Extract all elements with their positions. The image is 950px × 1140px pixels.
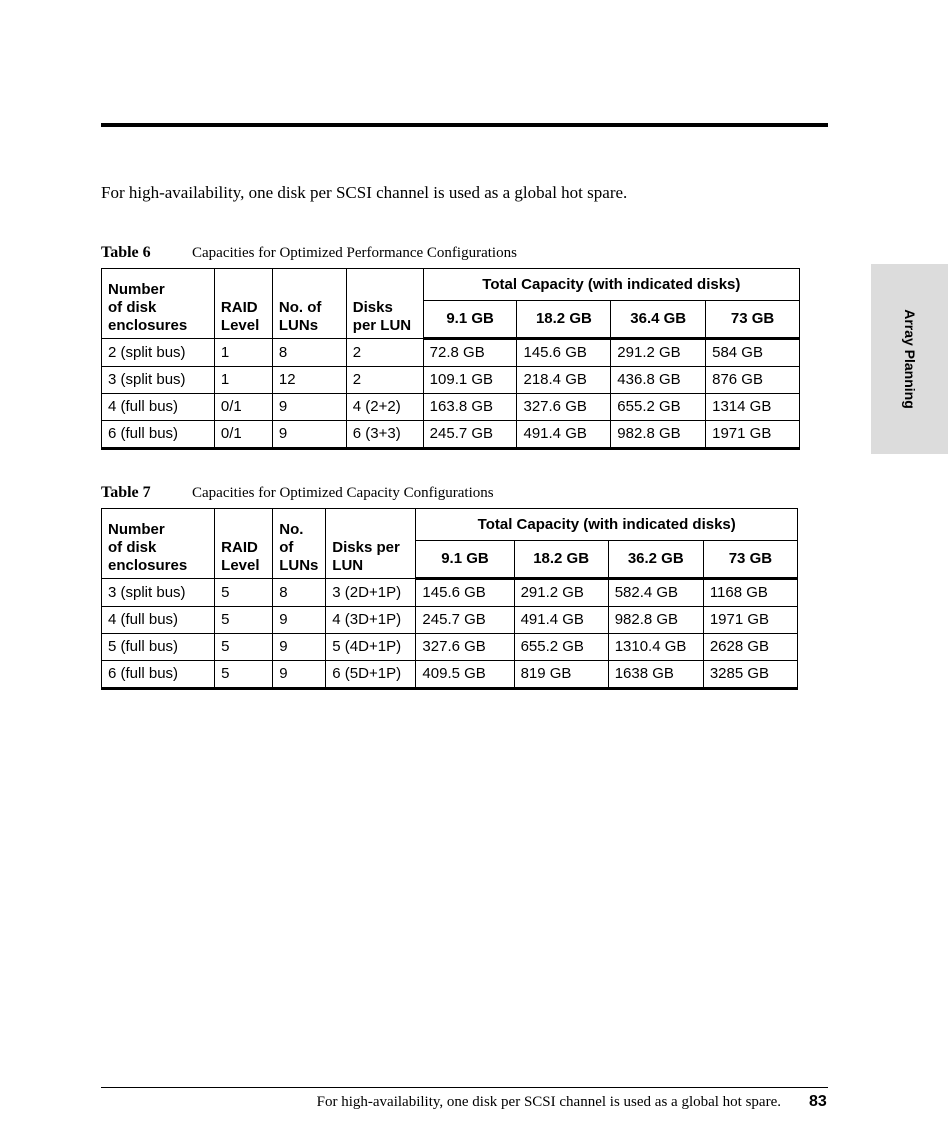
col-disks-per-lun: [346, 269, 423, 339]
footer-text: For high-availability, one disk per SCSI channel is used as a global hot spare.: [316, 1094, 781, 1110]
page-number: 83: [809, 1093, 827, 1110]
table-cell: 8: [273, 579, 326, 607]
table-cell: 9: [273, 661, 326, 689]
header-line: Number: [108, 521, 165, 538]
table-cell: 5: [215, 634, 273, 661]
table6-label: Table 6: [101, 244, 151, 261]
table-cell: 245.7 GB: [423, 421, 517, 449]
header-line: Number: [108, 281, 165, 298]
table-cell: 3 (2D+1P): [326, 579, 416, 607]
col-cap-2: 18.2 GB: [517, 301, 611, 339]
header-line: RAID: [220, 299, 258, 316]
col-disks-per-lun: [326, 509, 416, 579]
table7-body: [102, 579, 798, 689]
table-cell: 5: [215, 607, 273, 634]
table-cell: 9: [273, 634, 326, 661]
table-cell: 1638 GB: [608, 661, 703, 689]
header-line: Disks: [352, 299, 393, 316]
table-cell: 2 (split bus): [102, 339, 215, 367]
col-group-total-capacity: Total Capacity (with indicated disks): [416, 509, 798, 541]
table-row: [102, 661, 798, 689]
table-cell: 6 (3+3): [346, 421, 423, 449]
table-cell: 4 (full bus): [102, 394, 215, 421]
table-cell: 5: [215, 661, 273, 689]
table-cell: 655.2 GB: [514, 634, 608, 661]
table-cell: 3 (split bus): [102, 579, 215, 607]
header-line: RAID: [221, 539, 258, 556]
table-cell: 9: [272, 421, 346, 449]
table-cell: 1314 GB: [706, 394, 800, 421]
table-cell: 2: [346, 339, 423, 367]
table-cell: 218.4 GB: [517, 367, 611, 394]
col-cap-1: 9.1 GB: [423, 301, 517, 339]
table-cell: 327.6 GB: [517, 394, 611, 421]
table-cell: 655.2 GB: [611, 394, 706, 421]
col-cap-1: 9.1 GB: [416, 541, 514, 579]
table-cell: 6 (full bus): [102, 421, 215, 449]
table-cell: 582.4 GB: [608, 579, 703, 607]
table-cell: 982.8 GB: [611, 421, 706, 449]
header-line: of disk: [108, 299, 157, 316]
table7-label: Table 7: [101, 484, 151, 501]
table-row: [102, 367, 800, 394]
table-cell: 2: [346, 367, 423, 394]
table6-title: Capacities for Optimized Performance Configurations: [192, 245, 517, 261]
table-cell: 9: [272, 394, 346, 421]
header-line: LUN: [332, 557, 364, 574]
col-cap-2: 18.2 GB: [514, 541, 608, 579]
table-cell: 6 (full bus): [102, 661, 215, 689]
table-cell: 491.4 GB: [514, 607, 608, 634]
col-cap-3: 36.2 GB: [608, 541, 703, 579]
table-row: [102, 394, 800, 421]
table-cell: 2628 GB: [703, 634, 797, 661]
table7-caption: [101, 484, 494, 502]
col-enclosures: [102, 269, 215, 339]
table-cell: 245.7 GB: [416, 607, 514, 634]
table-cell: 1971 GB: [703, 607, 797, 634]
table-cell: 1168 GB: [703, 579, 797, 607]
table6: [101, 268, 800, 450]
table-cell: 409.5 GB: [416, 661, 514, 689]
table-cell: 291.2 GB: [611, 339, 706, 367]
table-cell: 819 GB: [514, 661, 608, 689]
col-cap-3: 36.4 GB: [611, 301, 706, 339]
table-cell: 3 (split bus): [102, 367, 215, 394]
col-cap-4: 73 GB: [706, 301, 800, 339]
section-tab: [871, 264, 948, 454]
header-line: No.: [279, 521, 304, 538]
table-cell: 1971 GB: [706, 421, 800, 449]
table-cell: 8: [272, 339, 346, 367]
table-cell: 436.8 GB: [611, 367, 706, 394]
header-rule: [101, 123, 828, 127]
table-cell: 0/1: [214, 421, 272, 449]
table6-body: [102, 339, 800, 449]
table6-caption: [101, 244, 517, 262]
header-line: No. of: [278, 299, 322, 316]
table7-title: Capacities for Optimized Capacity Configurations: [192, 485, 494, 501]
col-luns: [272, 269, 346, 339]
table-cell: 327.6 GB: [416, 634, 514, 661]
table-cell: 163.8 GB: [423, 394, 517, 421]
header-line: of: [279, 539, 294, 556]
header-line: per LUN: [352, 317, 412, 334]
table-cell: 291.2 GB: [514, 579, 608, 607]
table-cell: 5 (4D+1P): [326, 634, 416, 661]
col-group-total-capacity: Total Capacity (with indicated disks): [423, 269, 799, 301]
header-line: Level: [221, 557, 260, 574]
table-row: [102, 339, 800, 367]
table-row: [102, 579, 798, 607]
table-cell: 145.6 GB: [416, 579, 514, 607]
table-row: [102, 421, 800, 449]
table-row: [102, 634, 798, 661]
header-line: of disk: [108, 539, 157, 556]
table-cell: 4 (full bus): [102, 607, 215, 634]
table-cell: 9: [273, 607, 326, 634]
header-line: enclosures: [108, 557, 188, 574]
table-cell: 982.8 GB: [608, 607, 703, 634]
header-line: LUNs: [279, 557, 319, 574]
table-cell: 1: [214, 367, 272, 394]
table-cell: 1310.4 GB: [608, 634, 703, 661]
table-cell: 109.1 GB: [423, 367, 517, 394]
footer-rule: [101, 1087, 828, 1088]
table-cell: 3285 GB: [703, 661, 797, 689]
intro-paragraph: For high-availability, one disk per SCSI channel is used as a global hot spare.: [101, 183, 628, 202]
table-cell: 6 (5D+1P): [326, 661, 416, 689]
table-cell: 1: [214, 339, 272, 367]
table-cell: 145.6 GB: [517, 339, 611, 367]
table7: [101, 508, 798, 690]
table-cell: 584 GB: [706, 339, 800, 367]
table-cell: 0/1: [214, 394, 272, 421]
header-line: Level: [220, 317, 260, 334]
table-cell: 12: [272, 367, 346, 394]
table-cell: 876 GB: [706, 367, 800, 394]
col-raid: [214, 269, 272, 339]
col-enclosures: [102, 509, 215, 579]
col-raid: [215, 509, 273, 579]
table-row: [102, 607, 798, 634]
header-line: Disks per: [332, 539, 400, 556]
table-cell: 5 (full bus): [102, 634, 215, 661]
table-cell: 5: [215, 579, 273, 607]
header-line: LUNs: [278, 317, 319, 334]
table-cell: 4 (3D+1P): [326, 607, 416, 634]
table-cell: 72.8 GB: [423, 339, 517, 367]
table-cell: 4 (2+2): [346, 394, 423, 421]
col-luns: [273, 509, 326, 579]
table-cell: 491.4 GB: [517, 421, 611, 449]
header-line: enclosures: [108, 317, 188, 334]
section-tab-label: Array Planning: [901, 309, 918, 409]
col-cap-4: 73 GB: [703, 541, 797, 579]
